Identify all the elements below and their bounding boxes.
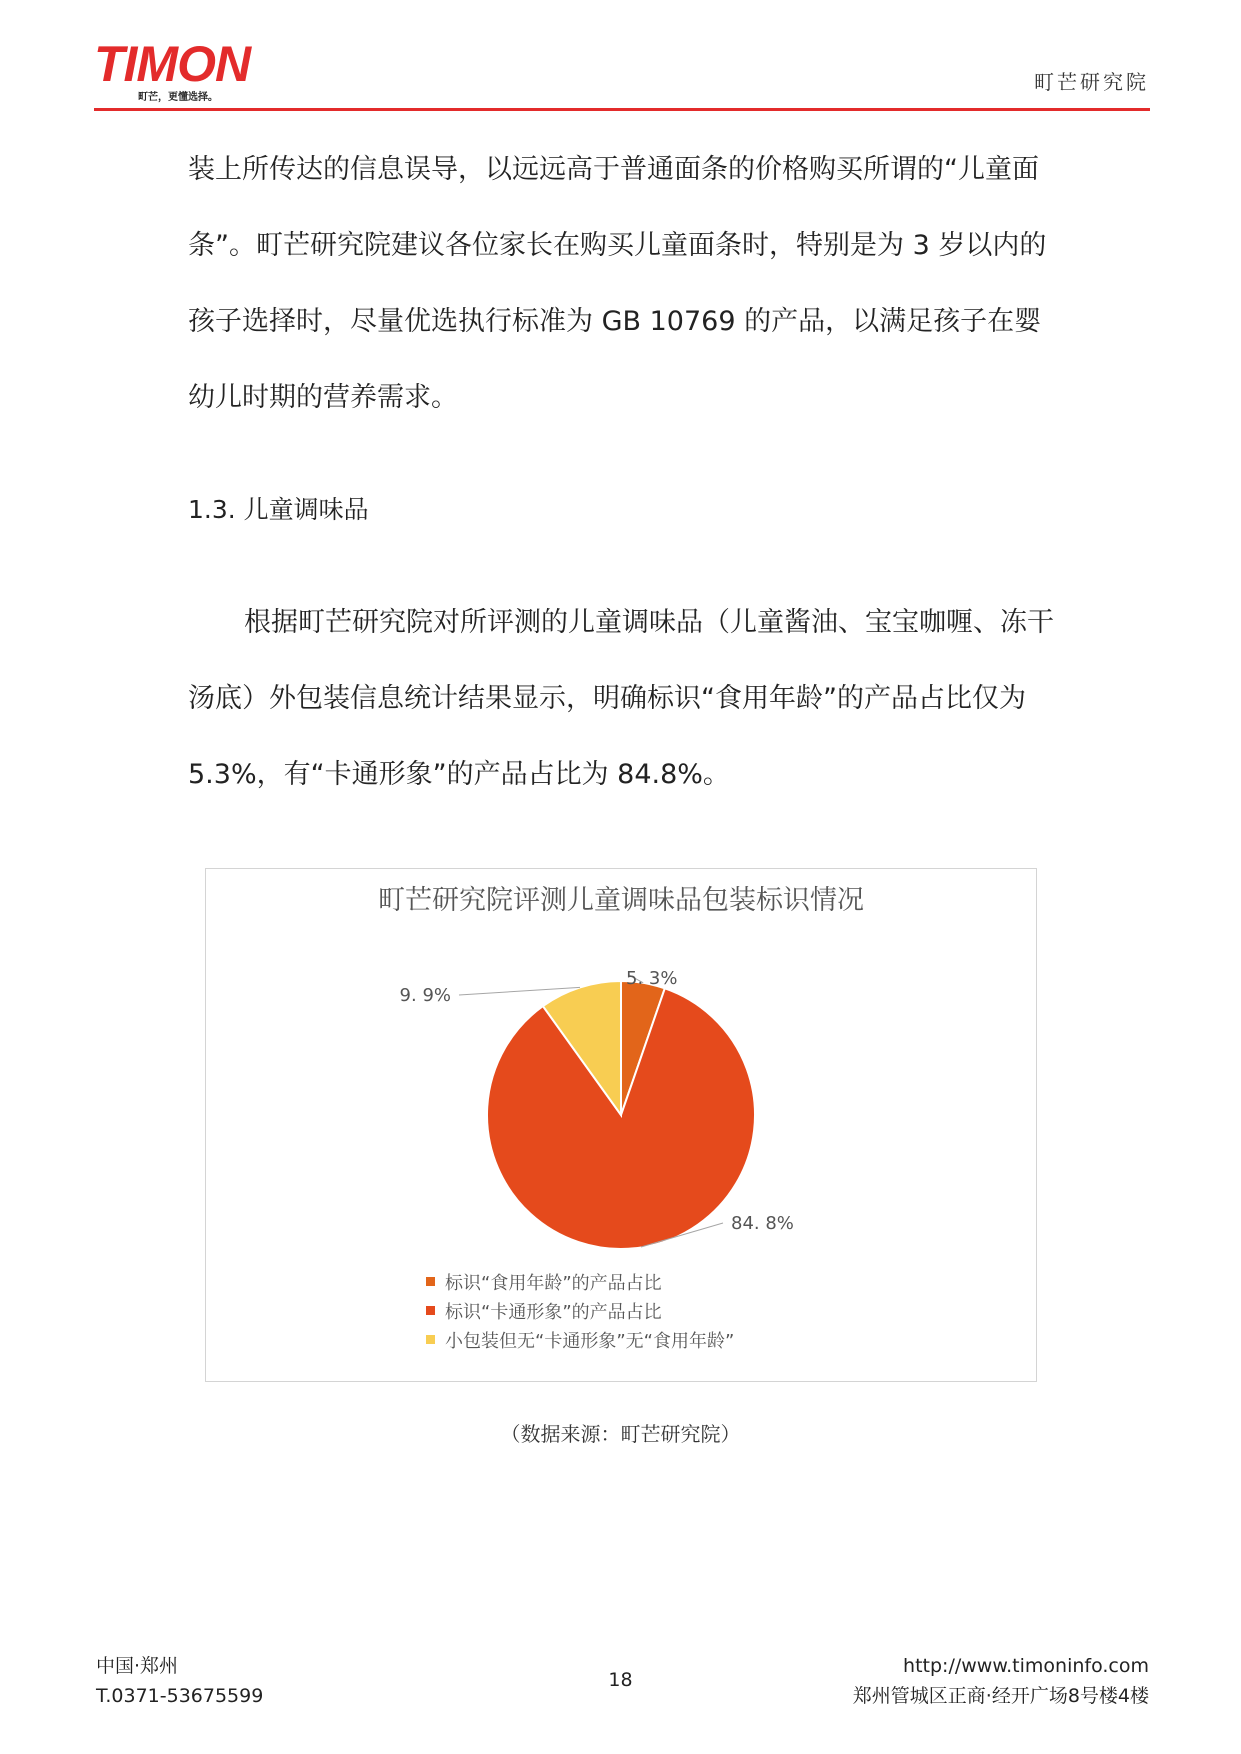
section-heading: 1.3. 儿童调味品 [188, 495, 369, 524]
footer-website-link[interactable]: http://www.timoninfo.com [903, 1655, 1149, 1677]
data-label-2: 84. 8% [731, 1213, 794, 1234]
paragraph-seasoning-summary: 根据町芒研究院对所评测的儿童调味品（儿童酱油、宝宝咖喱、冻干汤底）外包装信息统计结果显示，明确标识“食用年龄”的产品占比仅为 5.3%，有“卡通形象”的产品占比为 84.8%。 [188, 607, 1054, 790]
header-org-name: 町芒研究院 [1034, 70, 1149, 94]
legend-swatch-2 [426, 1306, 435, 1315]
timon-logo [94, 36, 284, 102]
chart-title: 町芒研究院评测儿童调味品包装标识情况 [378, 885, 864, 916]
chart-legend [426, 1267, 734, 1354]
footer-address: 郑州管城区正商·经开广场8号楼4楼 [852, 1685, 1149, 1707]
logo-slogan: 町芒，更懂选择。 [138, 92, 218, 103]
legend-label-3: 小包装但无“卡通形象”无“食用年龄” [445, 1330, 735, 1352]
data-source-note: （数据来源：町芒研究院） [500, 1422, 741, 1446]
footer-phone: T.0371-53675599 [96, 1685, 264, 1707]
page-number: 18 [608, 1669, 633, 1691]
data-label-3: 9. 9% [399, 985, 451, 1006]
data-label-1: 5. 3% [626, 968, 678, 989]
legend-label-1: 标识“食用年龄”的产品占比 [445, 1272, 662, 1294]
paragraph-noodles-conclusion: 装上所传达的信息误导，以远远高于普通面条的价格购买所谓的“儿童面条”。町芒研究院建议各位家长在购买儿童面条时，特别是为 3 岁以内的孩子选择时，尽量优选执行标准为 GB 10769 的产品，以满足孩子在婴幼儿时期的营养需求。 [188, 154, 1047, 413]
legend-swatch-1 [426, 1277, 435, 1286]
footer-city: 中国·郑州 [96, 1655, 179, 1677]
legend-item-2 [426, 1296, 734, 1325]
legend-swatch-3 [426, 1335, 435, 1344]
legend-label-2: 标识“卡通形象”的产品占比 [445, 1301, 662, 1323]
legend-item-1 [426, 1267, 734, 1296]
header-divider [94, 108, 1150, 111]
legend-item-3 [426, 1325, 734, 1354]
logo-wordmark: TIMON [94, 36, 251, 92]
pie-chart-frame [205, 868, 1037, 1382]
